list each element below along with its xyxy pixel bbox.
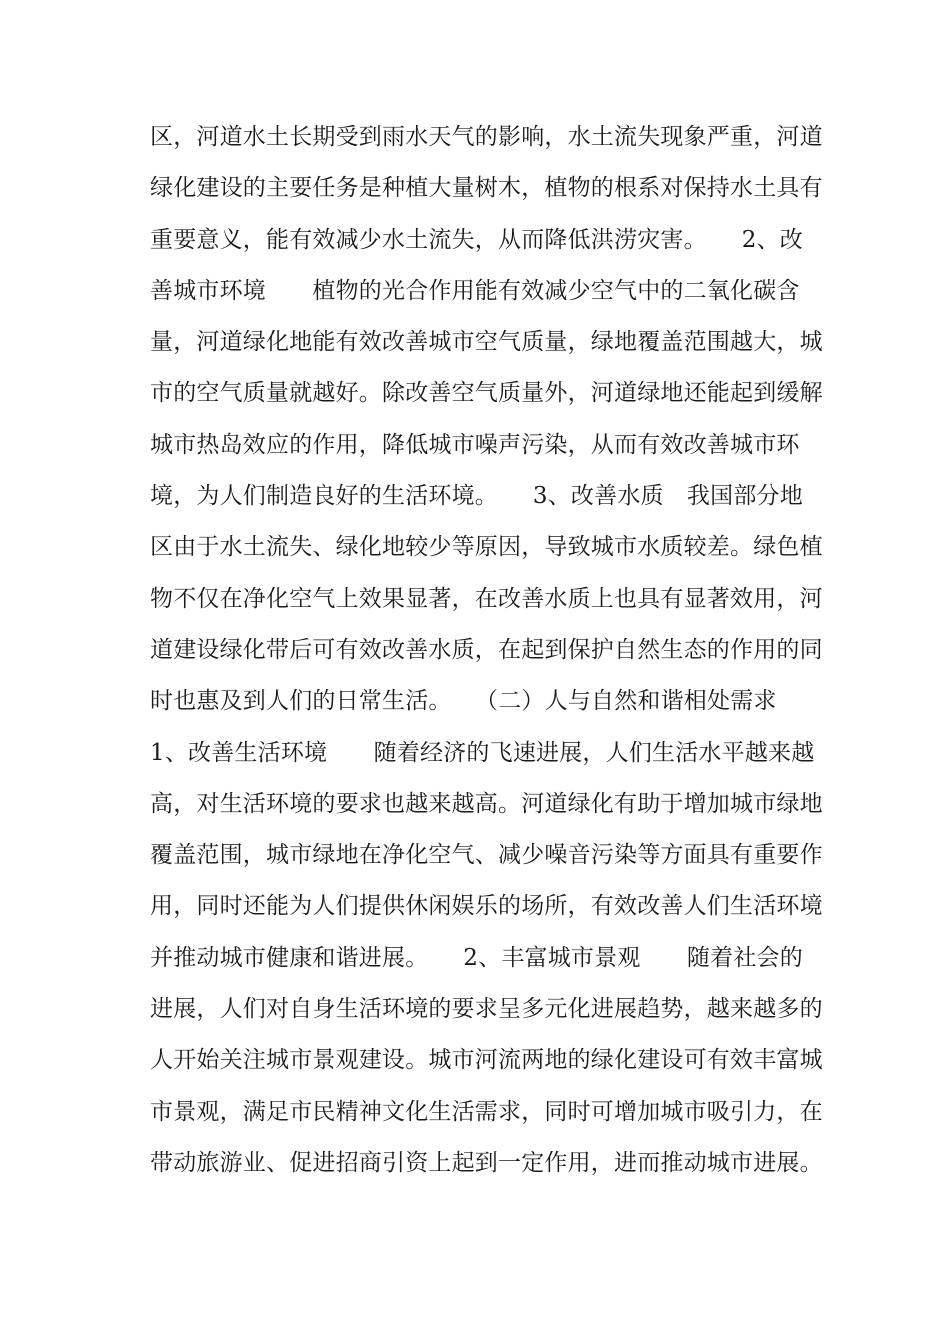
text-line: 人开始关注城市景观建设。城市河流两地的绿化建设可有效丰富城 [150,1047,823,1074]
text-line: 量，河道绿化地能有效改善城市空气质量，绿地覆盖范围越大，城 [150,329,823,356]
text-line: 进展，人们对自身生活环境的要求呈多元化进展趋势，越来越多的 [150,996,823,1023]
body-text [150,112,823,1189]
text-line: 1、改善生活环境 随着经济的飞速进展，人们生活水平越来越 [150,739,815,766]
text-line: 并推动城市健康和谐进展。 2、丰富城市景观 随着社会的 [150,944,803,971]
text-line: 市的空气质量就越好。除改善空气质量外，河道绿地还能起到缓解 [150,380,823,407]
text-line: 绿化建设的主要任务是种植大量树木，植物的根系对保持水土具有 [150,175,823,202]
text-line: 重要意义，能有效减少水土流失，从而降低洪涝灾害。 2、改 [150,226,803,253]
text-line: 道建设绿化带后可有效改善水质，在起到保护自然生态的作用的同 [150,636,823,663]
text-line: 市景观，满足市民精神文化生活需求，同时可增加城市吸引力，在 [150,1098,823,1125]
text-line: 区由于水土流失、绿化地较少等原因，导致城市水质较差。绿色植 [150,534,823,561]
text-line: 带动旅游业、促进招商引资上起到一定作用，进而推动城市进展。 [150,1149,823,1176]
text-line: 用，同时还能为人们提供休闲娱乐的场所，有效改善人们生活环境 [150,893,823,920]
text-line: 覆盖范围，城市绿地在净化空气、减少噪音污染等方面具有重要作 [150,842,823,869]
text-line: 境，为人们制造良好的生活环境。 3、改善水质 我国部分地 [150,483,803,510]
text-line: 城市热岛效应的作用，降低城市噪声污染，从而有效改善城市环 [150,431,800,458]
text-line: 善城市环境 植物的光合作用能有效减少空气中的二氧化碳含 [150,277,800,304]
text-line: 高，对生活环境的要求也越来越高。河道绿化有助于增加城市绿地 [150,790,823,817]
text-line: 物不仅在净化空气上效果显著，在改善水质上也具有显著效用，河 [150,585,823,612]
text-line: 区，河道水土长期受到雨水天气的影响，水土流失现象严重，河道 [150,124,823,150]
text-line: 时也惠及到人们的日常生活。 （二）人与自然和谐相处需求 [150,688,777,715]
